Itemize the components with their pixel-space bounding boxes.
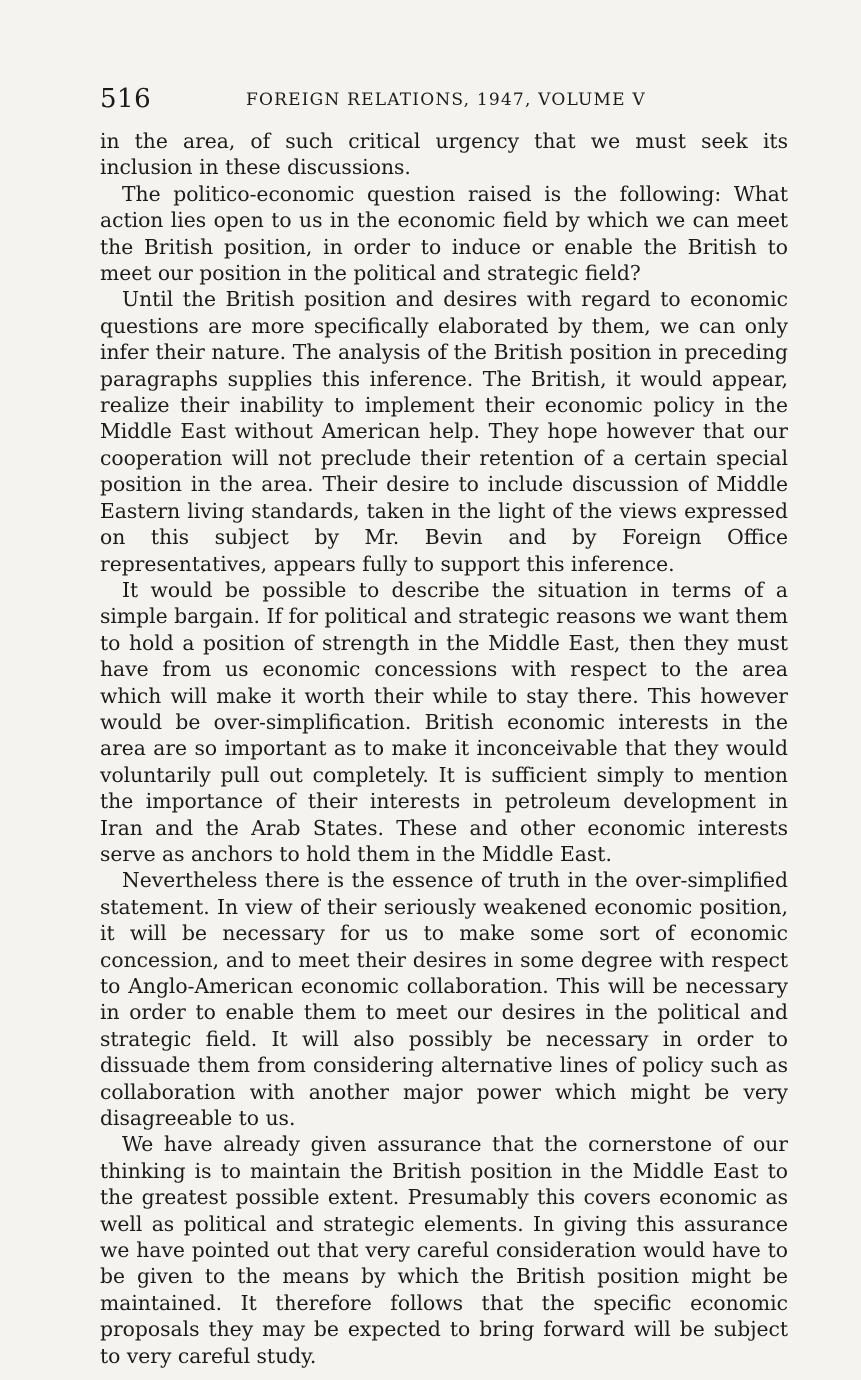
running-title: FOREIGN RELATIONS, 1947, VOLUME V <box>246 90 646 110</box>
paragraph-continuation: in the area, of such critical urgency that we must seek its inclusion in these discussions. <box>100 129 788 180</box>
paragraph-politico-economic-question: The politico-economic question raised is the following: What action lies open to us in the economic field by which we can meet the British position, in order to induce or enable the British to meet our position in the political and strategic field? <box>100 181 788 286</box>
paragraph-british-position-inference: Until the British position and desires with regard to economic questions are more specifically elaborated by them, we can only infer their nature. The analysis of the British position in preceding paragraphs supplies this inference. The British, it would appear, realize their inability to implement their economic policy in the Middle East without American help. They hope however that our cooperation will not preclude their retention of a certain special position in the area. Their desire to include discussion of Middle Eastern living standards, taken in the light of the views expressed on this subject by Mr. Bevin and by Foreign Office representatives, appears fully to support this inference. <box>100 287 788 576</box>
paragraph-simple-bargain: It would be possible to describe the situation in terms of a simple bargain. If for political and strategic reasons we want them to hold a position of strength in the Middle East, then they must have from us economic concessions with respect to the area which will make it worth their while to stay there. This however would be over-simplification. British economic interests in the area are so important as to make it inconceivable that they would voluntarily pull out completely. It is sufficient simply to mention the importance of their interests in petroleum development in Iran and the Arab States. These and other economic interests serve as anchors to hold them in the Middle East. <box>100 577 788 866</box>
paragraph-assurance: We have already given assurance that the cornerstone of our thinking is to maintain the British position in the Middle East to the greatest possible extent. Presumably this covers economic as well as political and strategic elements. In giving this assurance we have pointed out that very careful consideration would have to be given to the means by which the British position might be maintained. It therefore follows that the specific economic proposals they may be expected to bring forward will be subject to very careful study. <box>100 1132 788 1368</box>
page-number: 516 <box>100 84 152 114</box>
body-text <box>100 128 788 1369</box>
page-header <box>100 84 790 116</box>
paragraph-essence-of-truth: Nevertheless there is the essence of truth in the over-simplified statement. In view of their seriously weakened economic position, it will be necessary for us to make some sort of economic concession, and to meet their desires in some degree with respect to Anglo-American economic collaboration. This will be necessary in order to enable them to meet our desires in the political and strategic field. It will also possibly be necessary in order to dissuade them from considering alternative lines of policy such as collaboration with another major power which might be very disagreeable to us. <box>100 868 788 1131</box>
